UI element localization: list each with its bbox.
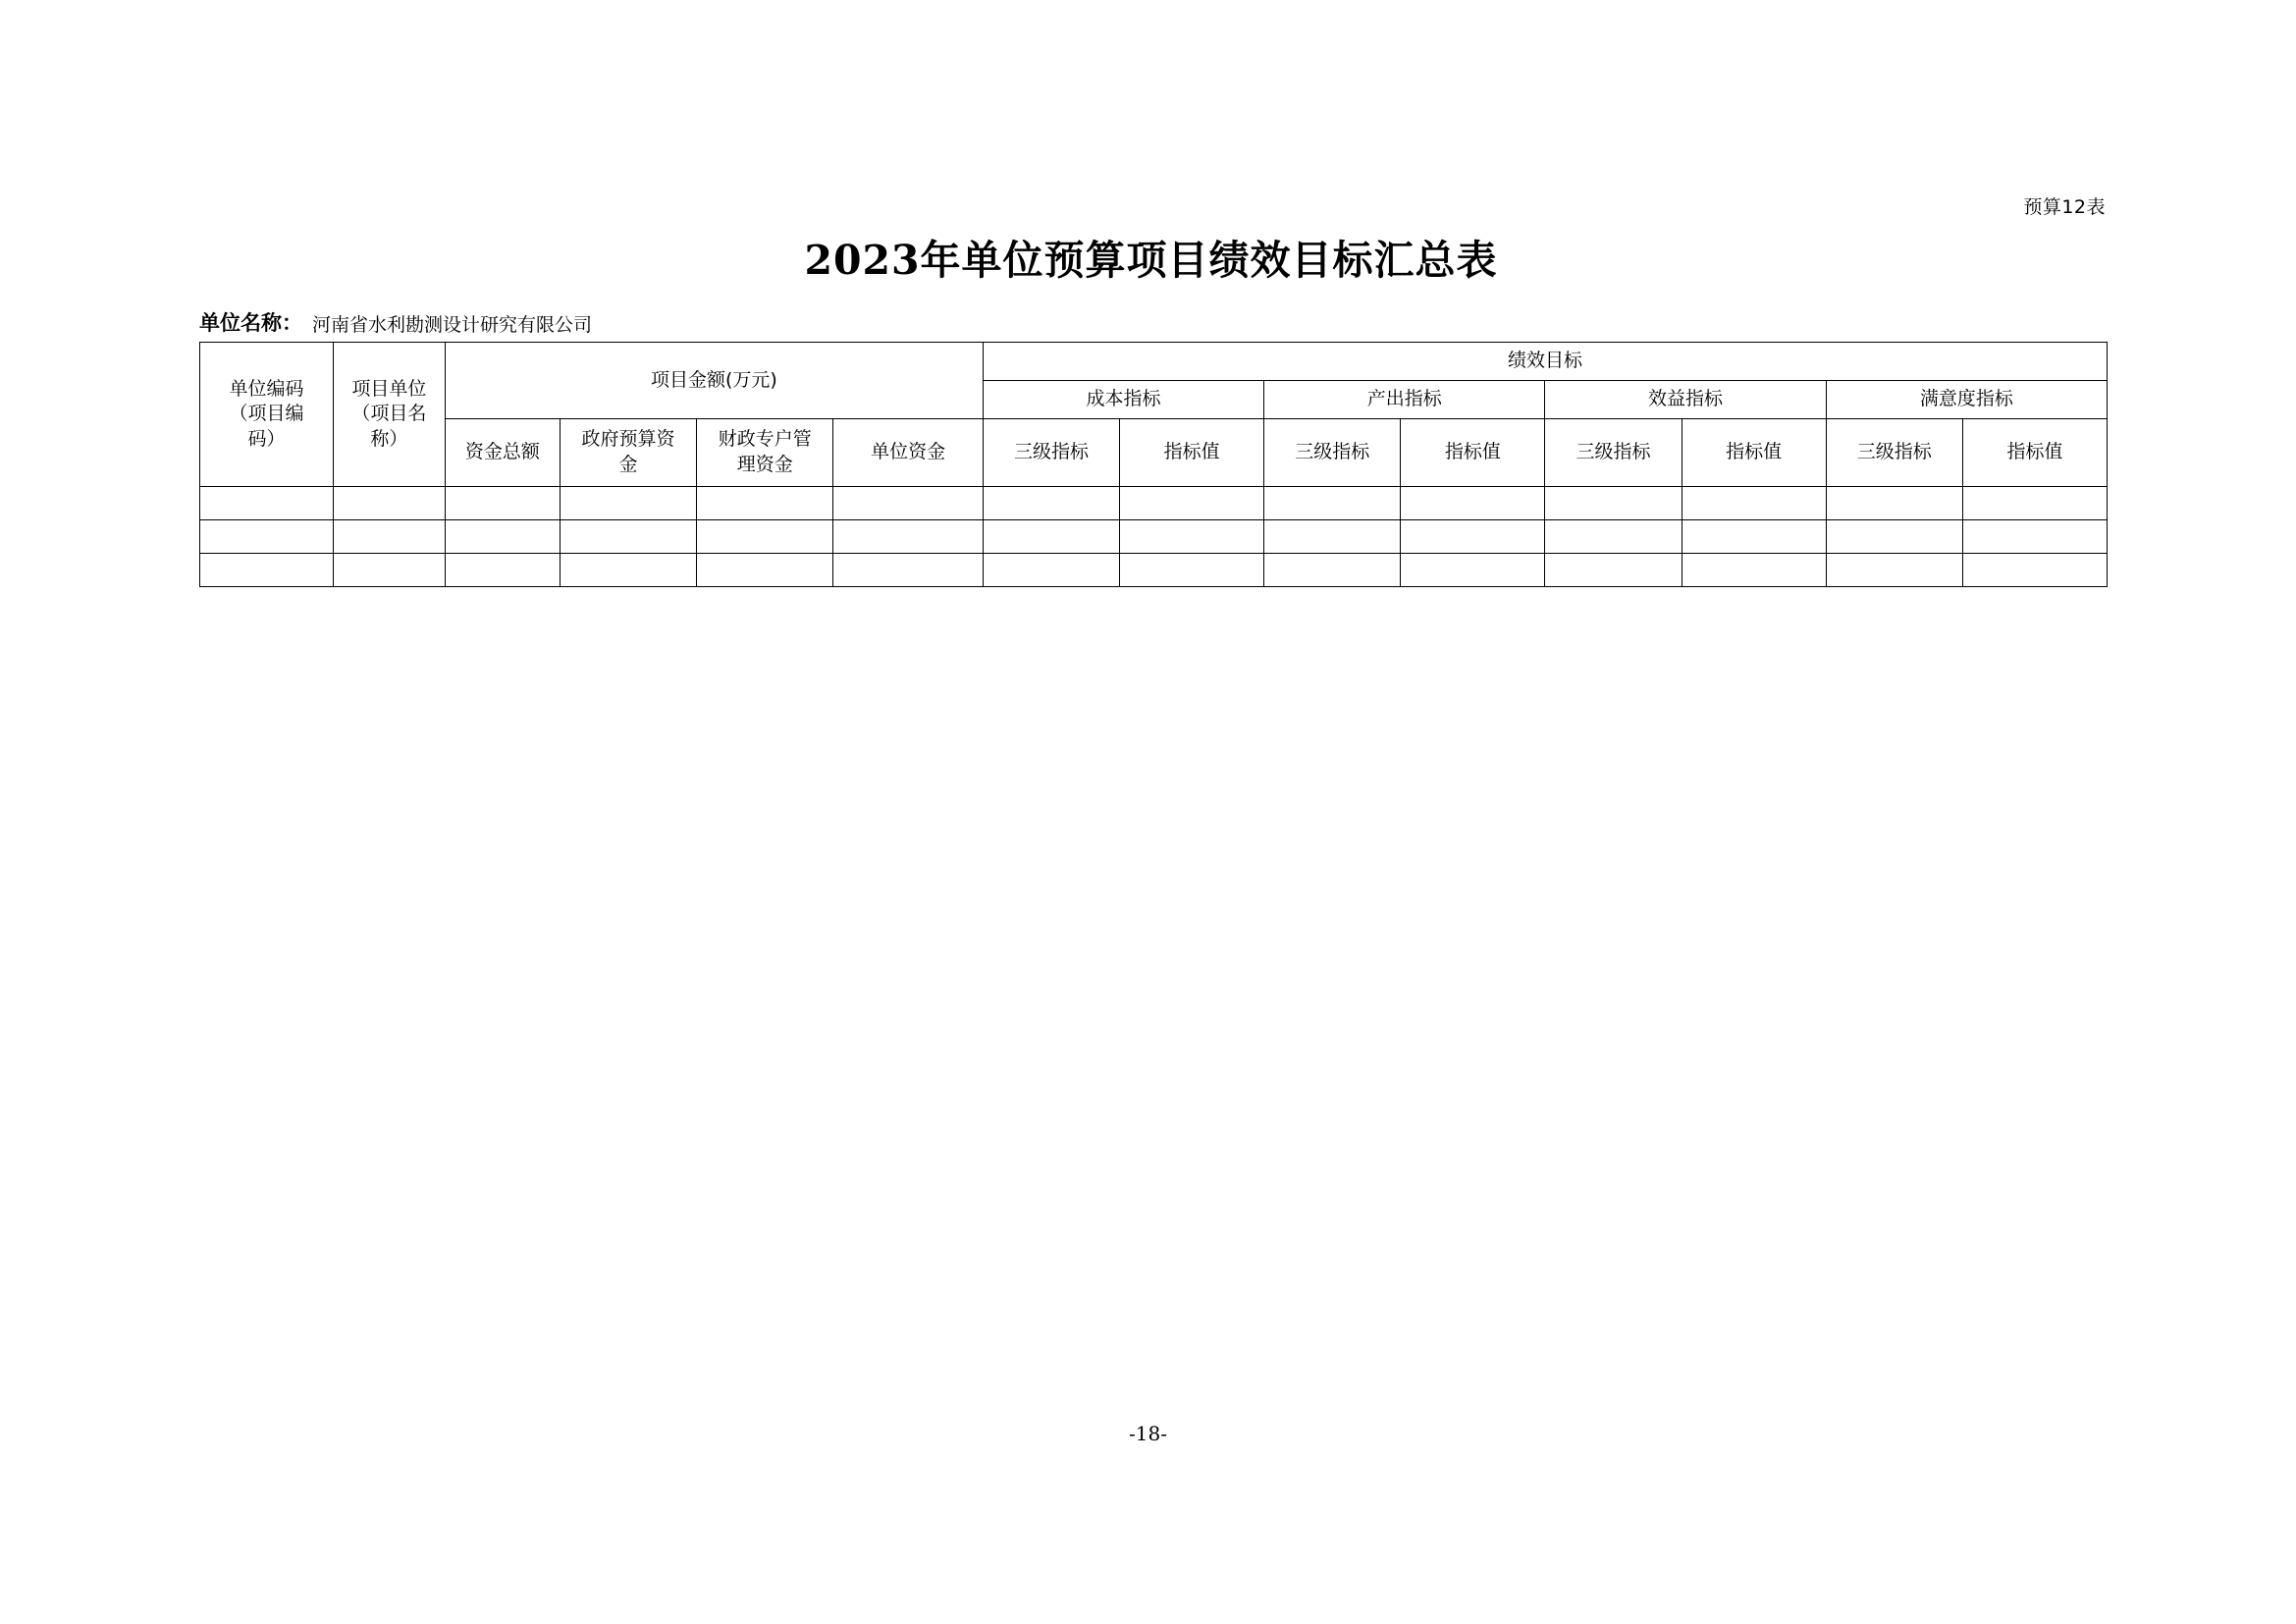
cell-cost-indicator [983, 520, 1119, 554]
group-benefit-indicator: 效益指标 [1545, 381, 1826, 419]
cell-output-indicator [1264, 520, 1401, 554]
cell-output-value [1401, 520, 1545, 554]
col-satisfaction-indicator-value: 指标值 [1962, 419, 2107, 487]
page-title: 2023年单位预算项目绩效目标汇总表 [804, 237, 1498, 284]
cell-special-account-funds [697, 554, 833, 587]
cell-satisfaction-indicator [1826, 554, 1962, 587]
table-row [200, 520, 2108, 554]
cell-total-funds [445, 520, 560, 554]
table-header-row-3 [200, 419, 2108, 487]
group-output-indicator: 产出指标 [1264, 381, 1545, 419]
col-total-funds: 资金总额 [445, 419, 560, 487]
cell-unit-funds [833, 487, 984, 520]
col-benefit-level3-indicator: 三级指标 [1545, 419, 1682, 487]
cell-output-indicator [1264, 554, 1401, 587]
col-output-level3-indicator: 三级指标 [1264, 419, 1401, 487]
group-satisfaction-indicator: 满意度指标 [1826, 381, 2107, 419]
unit-name-value: 河南省水利勘测设计研究有限公司 [312, 314, 593, 336]
cell-unit-code [200, 487, 334, 520]
table-row [200, 554, 2108, 587]
table-header-row-1 [200, 343, 2108, 381]
cell-cost-value [1120, 487, 1264, 520]
col-unit-funds: 单位资金 [833, 419, 984, 487]
cell-benefit-value [1682, 487, 1826, 520]
cell-special-account-funds [697, 487, 833, 520]
cell-benefit-indicator [1545, 554, 1682, 587]
page-number: -18- [1129, 1422, 1167, 1445]
col-cost-level3-indicator: 三级指标 [983, 419, 1119, 487]
cell-cost-value [1120, 520, 1264, 554]
cell-project-unit [333, 520, 445, 554]
cell-project-unit [333, 554, 445, 587]
cell-satisfaction-value [1962, 554, 2107, 587]
cell-satisfaction-indicator [1826, 520, 1962, 554]
cell-unit-code [200, 520, 334, 554]
cell-satisfaction-indicator [1826, 487, 1962, 520]
cell-cost-value [1120, 554, 1264, 587]
col-special-account-funds: 财政专户管 理资金 [697, 419, 833, 487]
cell-benefit-indicator [1545, 520, 1682, 554]
cell-satisfaction-value [1962, 520, 2107, 554]
cell-benefit-value [1682, 554, 1826, 587]
cell-cost-indicator [983, 487, 1119, 520]
cell-output-indicator [1264, 487, 1401, 520]
cell-benefit-indicator [1545, 487, 1682, 520]
cell-project-unit [333, 487, 445, 520]
col-unit-code: 单位编码 （项目编 码） [200, 343, 334, 487]
col-cost-indicator-value: 指标值 [1120, 419, 1264, 487]
cell-special-account-funds [697, 520, 833, 554]
cell-gov-budget-funds [560, 520, 696, 554]
col-project-unit: 项目单位 （项目名 称） [333, 343, 445, 487]
sheet-tag: 预算12表 [2023, 196, 2106, 218]
cell-gov-budget-funds [560, 487, 696, 520]
cell-unit-funds [833, 520, 984, 554]
col-output-indicator-value: 指标值 [1401, 419, 1545, 487]
group-project-amount: 项目金额(万元) [445, 343, 983, 419]
unit-name-row [199, 307, 592, 337]
col-satisfaction-level3-indicator: 三级指标 [1826, 419, 1962, 487]
col-gov-budget-funds: 政府预算资 金 [560, 419, 696, 487]
cell-unit-funds [833, 554, 984, 587]
cell-satisfaction-value [1962, 487, 2107, 520]
performance-target-table [199, 342, 2108, 587]
cell-total-funds [445, 554, 560, 587]
group-cost-indicator: 成本指标 [983, 381, 1263, 419]
cell-total-funds [445, 487, 560, 520]
group-performance-target: 绩效目标 [983, 343, 2107, 381]
cell-unit-code [200, 554, 334, 587]
cell-output-value [1401, 554, 1545, 587]
cell-benefit-value [1682, 520, 1826, 554]
cell-gov-budget-funds [560, 554, 696, 587]
col-benefit-indicator-value: 指标值 [1682, 419, 1826, 487]
table-row [200, 487, 2108, 520]
unit-name-label: 单位名称： [199, 311, 302, 335]
cell-output-value [1401, 487, 1545, 520]
cell-cost-indicator [983, 554, 1119, 587]
